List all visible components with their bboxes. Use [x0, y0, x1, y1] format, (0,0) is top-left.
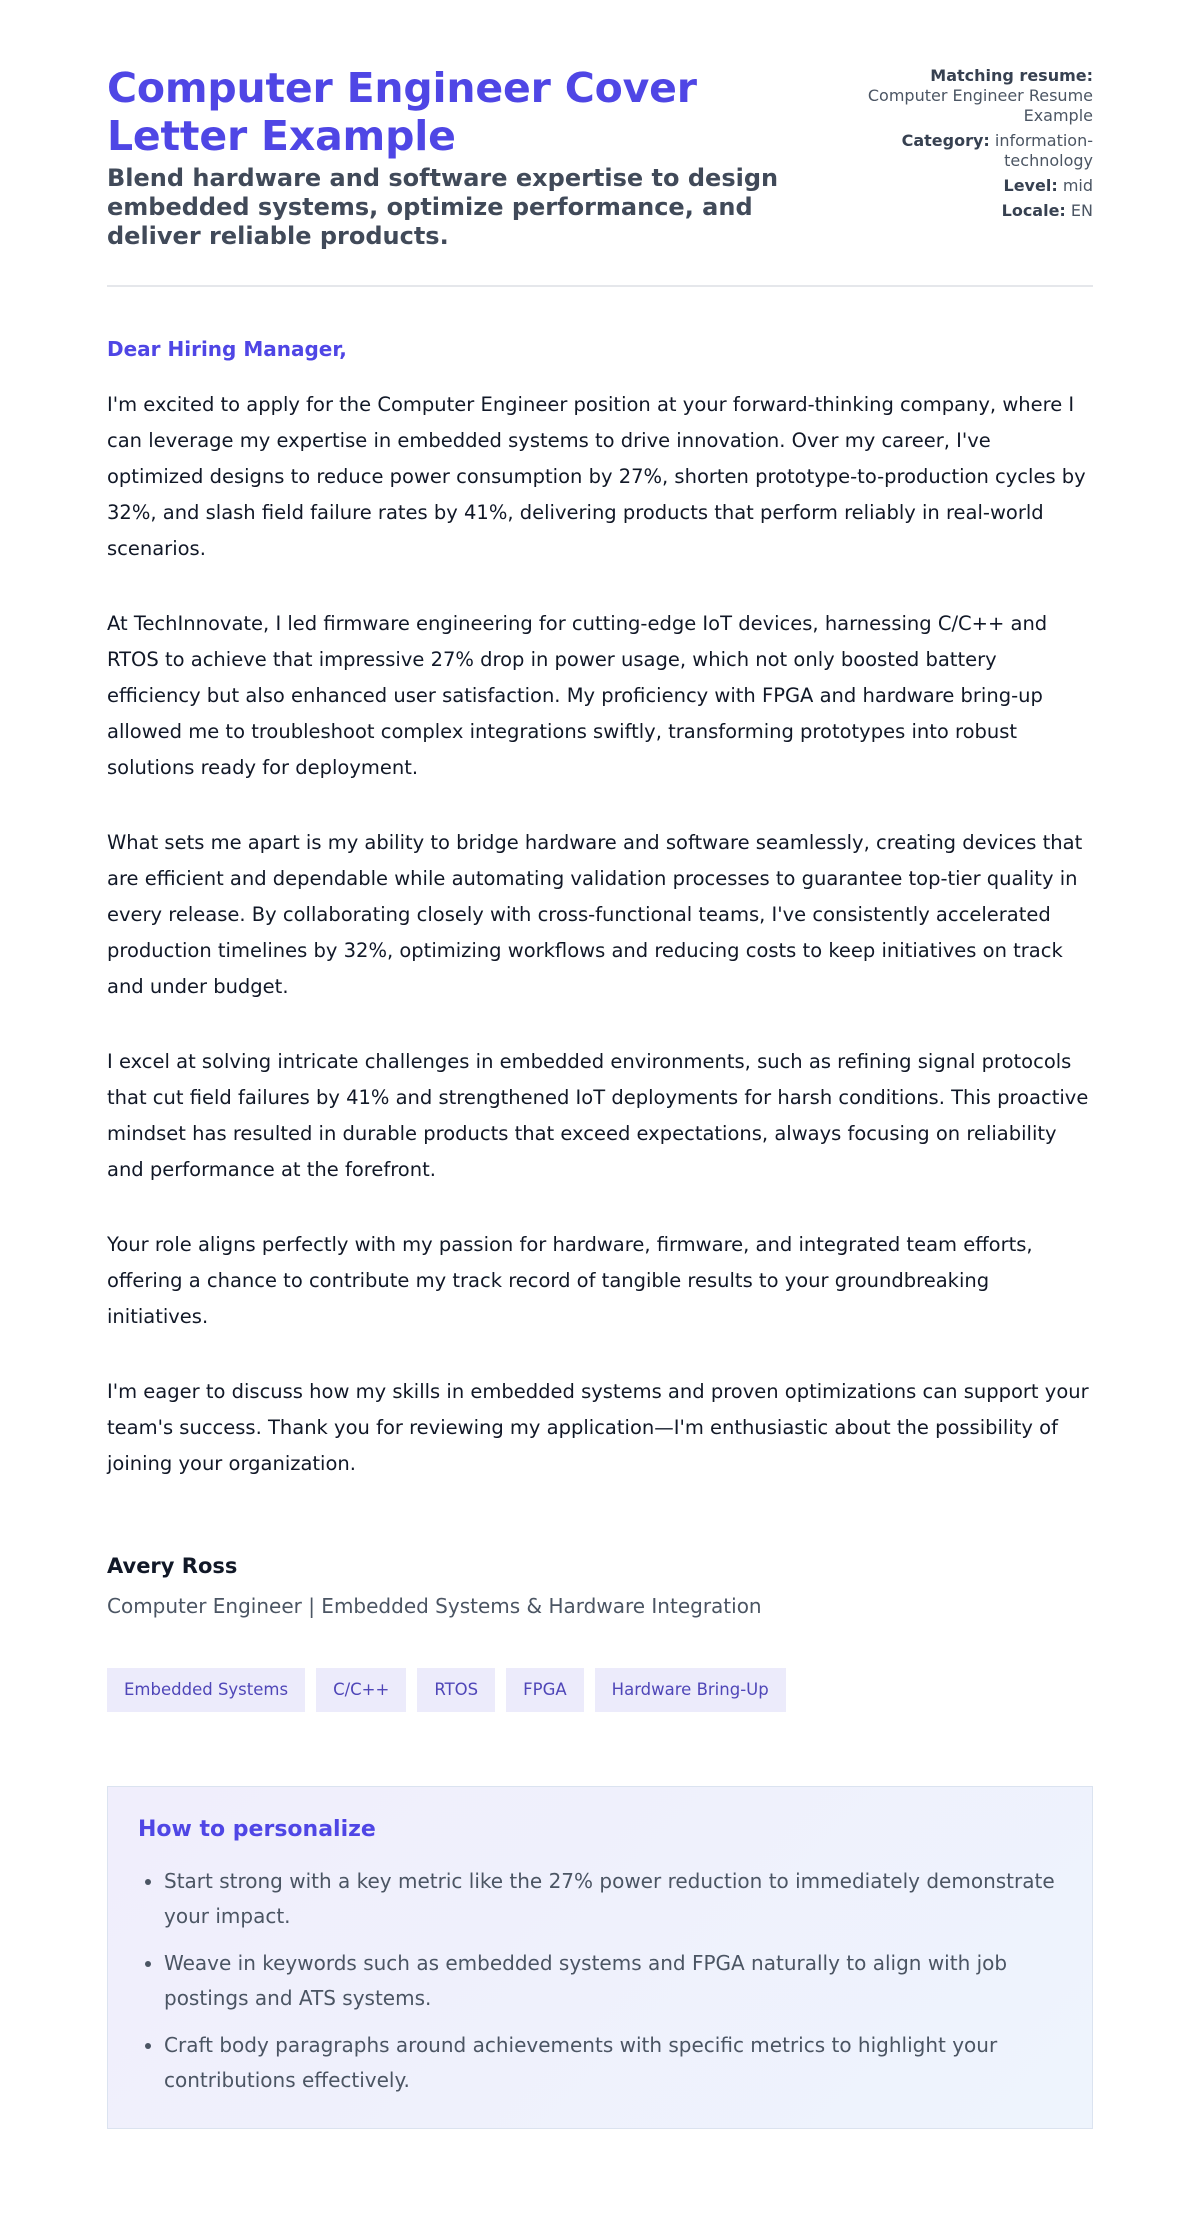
tip-item: • Weave in keywords such as embedded systems and FPGA naturally to align with job postings and ATS systems. [164, 1946, 1062, 2016]
skill-tag: C/C++ [316, 1668, 406, 1712]
tips-list [138, 1864, 1062, 2098]
meta-matching-resume [863, 66, 1093, 126]
meta-panel [863, 64, 1093, 226]
meta-level [863, 176, 1093, 196]
meta-matching-resume-link[interactable]: Computer Engineer Resume Example [867, 86, 1093, 125]
meta-locale [863, 201, 1093, 221]
meta-category-value: information-technology [994, 131, 1093, 170]
letter-paragraph: I excel at solving intricate challenges in embedded environments, such as refining signal protocols that cut field failures by 41% and strengthened IoT deployments for harsh conditions. This proactive mindset has resulted in durable products that exceed expectations, always focusing on reliability and performance at the forefront. [107, 1050, 1089, 1181]
meta-locale-value: EN [1070, 201, 1093, 220]
letter-section [107, 337, 1093, 1482]
header-titles [107, 64, 847, 251]
skill-tags [107, 1668, 1093, 1712]
meta-locale-label: Locale: [1001, 201, 1066, 220]
letter-paragraph: Your role aligns perfectly with my passion for hardware, firmware, and integrated team efforts, offering a chance to contribute my track record of tangible results to your groundbreaking initiatives. [107, 1233, 1033, 1328]
signature-block [107, 1554, 1093, 1618]
skill-tag: Embedded Systems [107, 1668, 305, 1712]
letter-paragraph: I'm eager to discuss how my skills in embedded systems and proven optimizations can support your team's success. Thank you for reviewing my application—I'm enthusiastic about the possibility of joining your organization. [107, 1380, 1089, 1475]
signature-name: Avery Ross [107, 1554, 238, 1578]
signature-title: Computer Engineer | Embedded Systems & Hardware Integration [107, 1594, 762, 1618]
meta-level-label: Level: [1003, 176, 1058, 195]
meta-category-label: Category: [901, 131, 990, 150]
skill-tag: RTOS [417, 1668, 495, 1712]
meta-category [863, 131, 1093, 171]
meta-level-value: mid [1062, 176, 1093, 195]
page-header [107, 64, 1093, 287]
page-subtitle: Blend hardware and software expertise to design embedded systems, optimize performance, and deliver reliable products. [107, 164, 779, 250]
letter-paragraph: At TechInnovate, I led firmware engineering for cutting-edge IoT devices, harnessing C/C++ and RTOS to achieve that impressive 27% drop in power usage, which not only boosted battery efficiency but also enhanced user satisfaction. My proficiency with FPGA and hardware bring-up allowed me to troubleshoot complex integrations swiftly, transforming prototypes into robust solutions ready for deployment. [107, 612, 1048, 779]
meta-matching-resume-label: Matching resume: [930, 66, 1093, 85]
tip-item: • Start strong with a key metric like the 27% power reduction to immediately demonstrate your impact. [164, 1864, 1062, 1934]
tips-title: How to personalize [138, 1817, 376, 1842]
page-title: Computer Engineer Cover Letter Example [107, 64, 697, 160]
letter-paragraph: I'm excited to apply for the Computer Engineer position at your forward-thinking company, where I can leverage my expertise in embedded systems to drive innovation. Over my career, I've optimized designs to reduce power consumption by 27%, shorten prototype-to-production cycles by 32%, and slash field failure rates by 41%, delivering products that perform reliably in real-world scenarios. [107, 393, 1086, 560]
letter-paragraph: What sets me apart is my ability to bridge hardware and software seamlessly, creating devices that are efficient and dependable while automating validation processes to guarantee top-tier quality in every release. By collaborating closely with cross-functional teams, I've consistently accelerated production timelines by 32%, optimizing workflows and reducing costs to keep initiatives on track and under budget. [107, 831, 1083, 998]
skill-tag: FPGA [506, 1668, 584, 1712]
letter-body [107, 387, 1093, 1482]
personalize-tips-box [107, 1786, 1093, 2129]
skill-tag: Hardware Bring-Up [595, 1668, 786, 1712]
tip-item: • Craft body paragraphs around achievements with specific metrics to highlight your contributions effectively. [164, 2028, 1062, 2098]
letter-greeting: Dear Hiring Manager, [107, 337, 347, 361]
